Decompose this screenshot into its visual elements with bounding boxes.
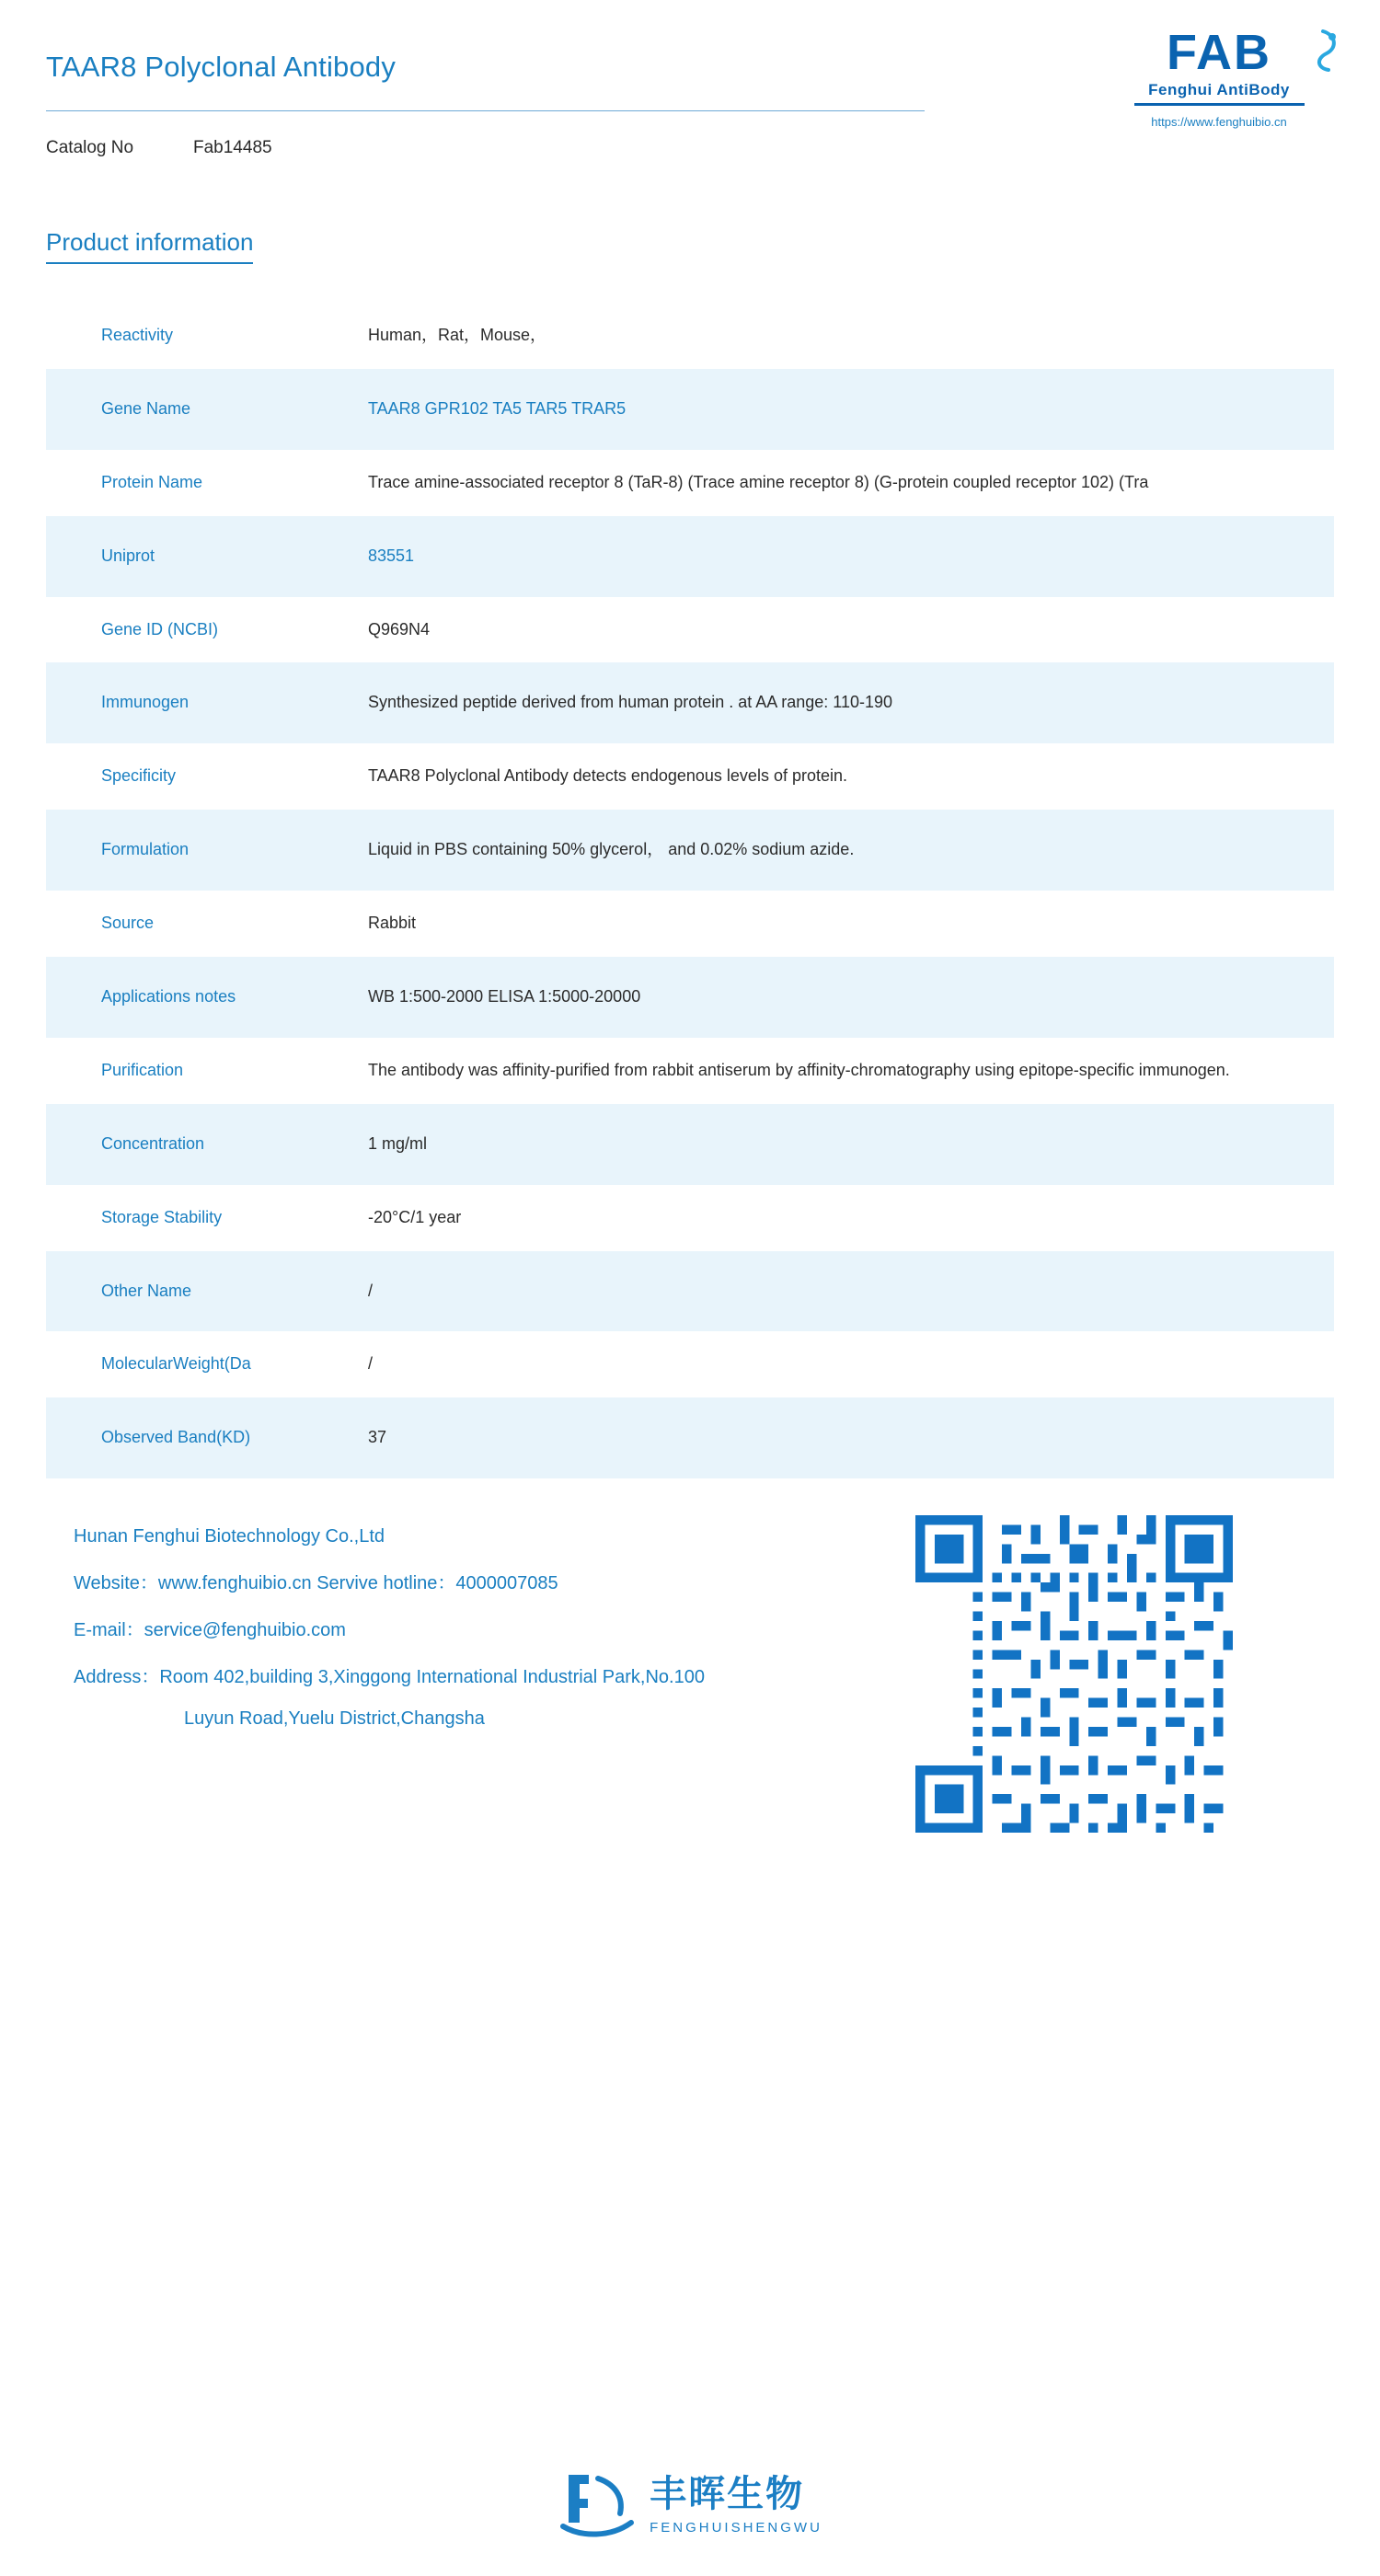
title-divider <box>46 110 925 111</box>
row-value[interactable]: 83551 <box>368 516 1334 597</box>
table-row <box>46 303 1334 369</box>
table-row <box>46 1038 1334 1104</box>
qr-code <box>915 1515 1233 1833</box>
catalog-label: Catalog No <box>46 138 134 157</box>
company-name: Hunan Fenghui Biotechnology Co.,Ltd <box>74 1526 385 1547</box>
row-label: Observed Band(KD) <box>46 1397 368 1478</box>
table-row <box>46 1331 1334 1397</box>
table-row <box>46 1104 1334 1185</box>
footer-logo-text <box>650 2473 822 2536</box>
address-line-2: Luyun Road,Yuelu District,Changsha <box>184 1708 485 1730</box>
row-label: Gene Name <box>46 369 368 450</box>
row-value: TAAR8 Polyclonal Antibody detects endogenous levels of protein. <box>368 766 847 786</box>
catalog-value: Fab14485 <box>193 138 272 157</box>
logo-subtitle: Fenghui AntiBody <box>1148 81 1290 98</box>
row-value: 37 <box>368 1397 1334 1478</box>
row-label: Storage Stability <box>101 1207 223 1226</box>
row-label: Concentration <box>46 1104 368 1185</box>
row-label: MolecularWeight(Da <box>101 1354 251 1374</box>
row-value: The antibody was affinity-purified from rabbit antiserum by affinity-chromatography using epitope-specific immunogen. <box>368 1060 1230 1079</box>
row-label: Source <box>101 914 155 933</box>
row-value: Liquid in PBS containing 50% glycerol， and 0.02% sodium azide. <box>368 810 1334 891</box>
row-value: / <box>368 1354 374 1374</box>
logo-underline <box>1134 103 1305 106</box>
section-heading: Product information <box>46 228 253 264</box>
row-label: Formulation <box>46 810 368 891</box>
website-hotline-line[interactable]: Website：www.fenghuibio.cn Servive hotline：4000007085 <box>74 1573 558 1594</box>
table-row <box>46 810 1334 891</box>
brand-logo <box>1104 25 1334 129</box>
table-row <box>46 450 1334 516</box>
document-header <box>46 0 1334 138</box>
row-value: Q969N4 <box>368 619 431 638</box>
table-row <box>46 891 1334 957</box>
row-label: Other Name <box>46 1251 368 1332</box>
row-label: Uniprot <box>46 516 368 597</box>
table-row <box>46 1251 1334 1332</box>
row-value: Rabbit <box>368 914 417 933</box>
footer-logo <box>0 2469 1380 2541</box>
row-value: Trace amine-associated receptor 8 (TaR-8) (Trace amine receptor 8) (G-protein coupled receptor 102) (Tra <box>368 472 1149 491</box>
table-row <box>46 1397 1334 1478</box>
logo-url[interactable]: https://www.fenghuibio.cn <box>1151 115 1287 129</box>
row-label: Reactivity <box>101 326 174 344</box>
table-row <box>46 662 1334 743</box>
table-row <box>46 516 1334 597</box>
product-information-table <box>46 303 1334 1478</box>
row-label: Applications notes <box>46 957 368 1038</box>
row-label: Gene ID (NCBI) <box>101 619 219 638</box>
row-label: Purification <box>101 1060 184 1079</box>
row-value: WB 1:500-2000 ELISA 1:5000-20000 <box>368 957 1334 1038</box>
row-value: / <box>368 1251 1334 1332</box>
address-line-1: Address：Room 402,building 3,Xinggong International Industrial Park,No.100 <box>74 1667 705 1688</box>
row-value: Human，Rat，Mouse， <box>368 326 547 344</box>
table-row <box>46 369 1334 450</box>
row-value: 1 mg/ml <box>368 1104 1334 1185</box>
row-value: -20°C/1 year <box>368 1207 462 1226</box>
footer-logo-cn: 丰晖生物 <box>650 2473 805 2514</box>
table-row <box>46 957 1334 1038</box>
table-row <box>46 743 1334 810</box>
row-label: Specificity <box>101 766 177 786</box>
row-value: Synthesized peptide derived from human protein . at AA range: 110-190 <box>368 662 1334 743</box>
page-title: TAAR8 Polyclonal Antibody <box>46 51 397 83</box>
catalog-row <box>46 138 1334 184</box>
row-label: Immunogen <box>46 662 368 743</box>
logo-fab-text: FAB <box>1167 25 1271 80</box>
footer-logo-en: FENGHUISHENGWU <box>650 2519 822 2536</box>
row-label: Protein Name <box>101 472 203 491</box>
table-row <box>46 1185 1334 1251</box>
email-line[interactable]: E-mail：service@fenghuibio.com <box>74 1620 346 1641</box>
dna-swoosh-icon <box>1295 29 1338 72</box>
contact-block <box>74 1526 994 1750</box>
table-row <box>46 597 1334 663</box>
document-footer <box>46 1515 1334 1819</box>
fenghui-mark-icon <box>558 2469 637 2541</box>
row-value[interactable]: TAAR8 GPR102 TA5 TAR5 TRAR5 <box>368 369 1334 450</box>
